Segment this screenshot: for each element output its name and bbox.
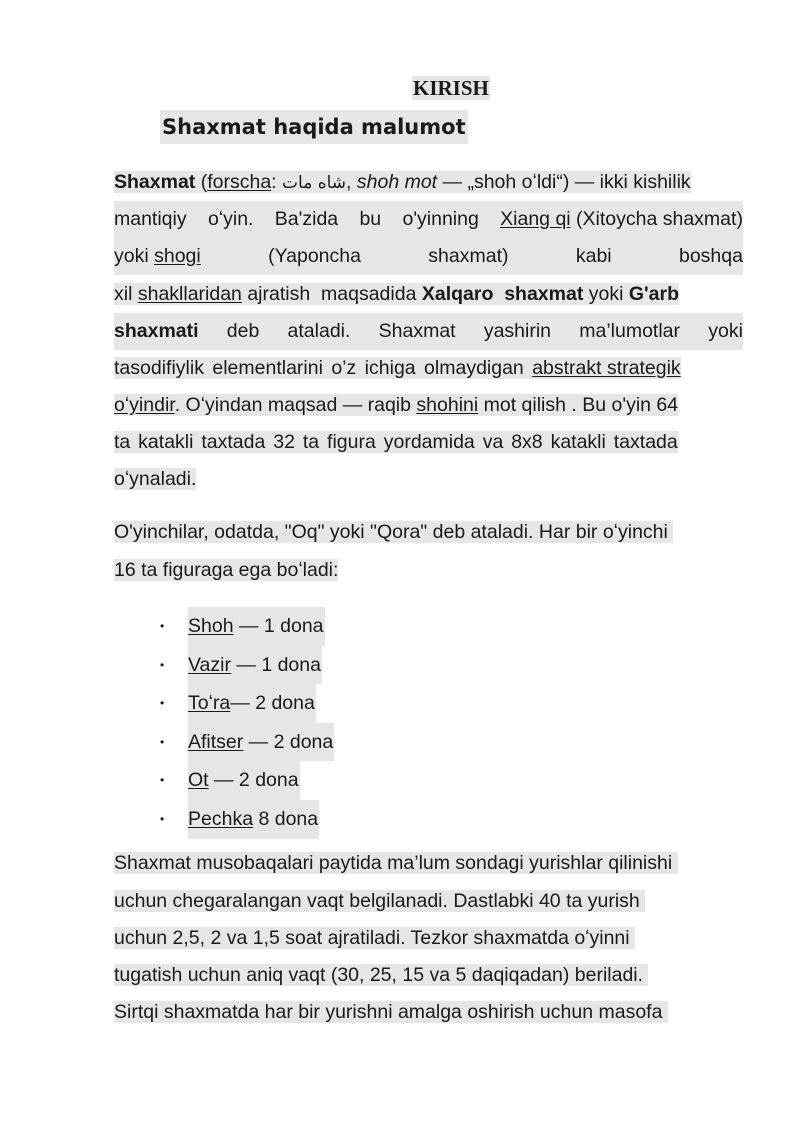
link-shoh[interactable]: Shoh <box>188 615 234 637</box>
paragraph-1-line-5: shaxmati deb ataladi. Shaxmat yashirin ma’lumotlar yoki <box>114 313 743 350</box>
paragraph-1-line-9: oʻynaladi. <box>114 468 197 490</box>
list-item: • Toʻra— 2 dona <box>160 684 334 723</box>
bullet-icon: • <box>160 696 165 711</box>
link-forscha[interactable]: forscha <box>207 171 272 193</box>
paragraph-1-line-3: yoki shogi (Yaponcha shaxmat) kabi boshqa <box>114 238 743 275</box>
bullet-icon: • <box>160 734 165 749</box>
list-item: • Afitser — 2 dona <box>160 723 334 762</box>
link-xiang-qi[interactable]: Xiang qi <box>500 208 571 230</box>
link-shohini[interactable]: shohini <box>416 394 479 416</box>
paragraph-1-line-4: xil shakllaridan ajratish maqsadida Xalqaro shaxmat yoki G'arb <box>114 283 679 305</box>
link-abstrakt-strategik[interactable]: abstrakt strategik <box>532 357 681 379</box>
paragraph-3-line-5: Sirtqi shaxmatda har bir yurishni amalga oshirish uchun masofa <box>114 1001 668 1023</box>
list-item: • Shoh — 1 dona <box>160 607 334 646</box>
transliteration: shoh mot <box>356 171 438 193</box>
paragraph-1-line-2: mantiqiy oʻyin. Ba'zida bu o'yinning Xiang qi (Xitoycha shaxmat) <box>114 201 743 238</box>
paragraph-1-line-6: tasodifiylik elementlarini o’z ichiga olmaydigan abstrakt strategik <box>114 357 681 379</box>
bullet-icon: • <box>160 619 165 633</box>
link-shogi[interactable]: shogi <box>154 245 201 267</box>
persian-term: شاه مات <box>282 173 347 193</box>
paragraph-3-line-4: tugatish uchun aniq vaqt (30, 25, 15 va 5 daqiqadan) beriladi. <box>114 964 649 986</box>
paragraph-3-line-1: Shaxmat musobaqalari paytida ma’lum sondagi yurishlar qilinishi <box>114 852 678 874</box>
link-pechka[interactable]: Pechka <box>188 807 254 830</box>
page-title: KIRISH <box>413 76 489 100</box>
paragraph-1-line-1: Shaxmat (forscha: شاه مات, shoh mot — „shoh oʻldi“) — ikki kishilik <box>114 171 691 193</box>
paragraph-2-line-1: O'yinchilar, odatda, "Oq" yoki "Qora" deb ataladi. Har bir oʻyinchi <box>114 521 674 543</box>
bullet-icon: • <box>160 773 165 788</box>
paragraph-1-line-8: ta katakli taxtada 32 ta figura yordamida va 8x8 katakli taxtada <box>114 431 678 453</box>
list-item: • Ot — 2 dona <box>160 761 334 800</box>
bullet-icon: • <box>160 811 165 826</box>
link-tora[interactable]: Toʻra <box>188 692 231 715</box>
link-oyindir[interactable]: oʻyindir <box>114 394 175 416</box>
bullet-icon: • <box>160 657 165 672</box>
section-subtitle: Shaxmat haqida malumot <box>160 110 468 144</box>
paragraph-3-line-3: uchun 2,5, 2 va 1,5 soat ajratiladi. Tezkor shaxmatda oʻyinni <box>114 927 636 949</box>
link-ot[interactable]: Ot <box>188 769 209 792</box>
paragraph-3-line-2: uchun chegaralangan vaqt belgilanadi. Dastlabki 40 ta yurish <box>114 890 646 912</box>
list-item: • Pechka 8 dona <box>160 800 334 839</box>
link-vazir[interactable]: Vazir <box>188 653 231 676</box>
link-shakllaridan[interactable]: shakllaridan <box>137 283 242 305</box>
term-shaxmat: Shaxmat <box>114 171 196 193</box>
link-afitser[interactable]: Afitser <box>188 730 244 753</box>
paragraph-1-line-7: oʻyindir. Oʻyindan maqsad — raqib shohini mot qilish . Bu o'yin 64 <box>114 394 679 416</box>
pieces-list <box>160 607 334 839</box>
list-item: • Vazir — 1 dona <box>160 646 334 685</box>
paragraph-2-line-2: 16 ta figuraga ega boʻladi: <box>114 559 339 581</box>
